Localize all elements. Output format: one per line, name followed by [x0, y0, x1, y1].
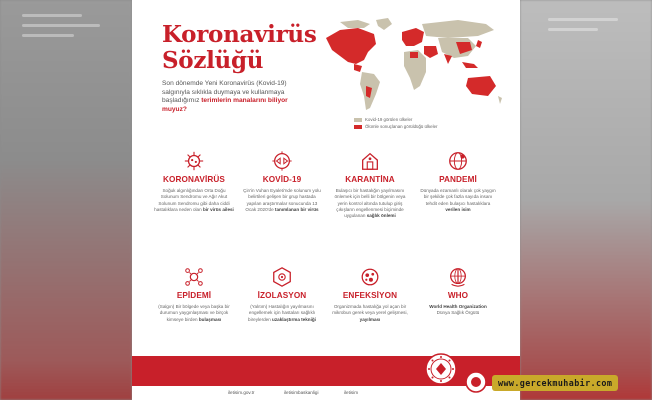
world-map: [318, 16, 510, 116]
spreading-virus-icon: [183, 266, 205, 288]
legend-swatch: [354, 125, 362, 129]
globe-virus-icon: [447, 150, 469, 172]
watermark-label: www.gercekmuhabir.com: [492, 375, 618, 391]
intro-emphasis: terimlerin manalarını biliyor muyuz?: [162, 97, 288, 113]
map-greenland-canada: [340, 20, 370, 28]
map-russia: [422, 20, 494, 38]
infection-icon: [359, 266, 381, 288]
term-pandemi: [414, 150, 502, 213]
term-enfeksiyon: [326, 266, 414, 323]
map-australia: [466, 76, 496, 96]
map-north-africa: [410, 52, 418, 58]
term-name: İZOLASYON: [257, 291, 307, 300]
map-new-zealand: [498, 96, 502, 104]
map-north-america: [326, 28, 376, 64]
term-who: [414, 266, 502, 317]
ministry-emblem-logo: [424, 352, 458, 386]
background-blur-line: [22, 34, 74, 37]
term-name: KARANTİNA: [345, 175, 395, 184]
page-title: [162, 22, 317, 74]
background-blur-line: [548, 28, 598, 31]
term-description: Bulaşıcı bir hastalığın yayılmasını önlemek için belli bir bölgenin veya yerin kontrol altında tutulup giriş çıkışların engellenmesi biçiminde uygulanan sağlık önlemi: [334, 188, 406, 219]
background-blur-line: [22, 14, 82, 17]
map-southeast-asia: [462, 62, 478, 68]
term-description: Organizmada hastalığa yol açan bir mikrobun gerek veya yerel gelişmesi, yayılması: [332, 304, 408, 322]
map-greenland: [376, 18, 392, 30]
footer-site-link[interactable]: iletisim.gov.tr: [228, 390, 255, 395]
term-name: WHO: [447, 291, 469, 300]
house-shield-icon: [359, 150, 381, 172]
term-izolasyon: [238, 266, 326, 323]
term-description: (Yalıtım) Hastalığın yayılmasını engellemek için hastaları sağlıklı bireylerden uzaklaştırma tekniği: [248, 304, 316, 322]
term-name: KORONAVİRÜS: [163, 175, 225, 184]
bottom-color-band: [132, 356, 520, 386]
background-blur-line: [22, 24, 100, 27]
virus-code-icon: [271, 150, 293, 172]
intro-body: Son dönemde Yeni Koronavirüs (Kovid-19) salgınıyla sıklıkla duymaya ve kullanmaya başladığımız: [162, 80, 287, 105]
legend-label: Kovid-19 görülen ülkeler: [365, 117, 413, 122]
term-epidemi: [150, 266, 238, 323]
legend-swatch: [354, 118, 362, 122]
term-name: ENFEKSİYON: [342, 291, 398, 300]
map-japan: [476, 40, 482, 48]
title-line-1: Koronavirüs: [162, 21, 317, 48]
footer-bar: [132, 386, 520, 400]
term-koronavirus: [150, 150, 238, 213]
watermark-logo-icon: [464, 370, 488, 394]
term-karantina: [326, 150, 414, 219]
map-central-america: [354, 64, 362, 72]
legend-label: Ölümle sonuçlanan görüldüğü ülkeler: [365, 124, 438, 129]
background-blur-line: [548, 18, 618, 21]
footer-social-handle-2[interactable]: iletisim: [344, 390, 359, 395]
term-name: KOVİD-19: [262, 175, 302, 184]
map-europe: [402, 28, 424, 46]
term-description: (Salgın) Bir bölgede veya başka bir durumun yaygınlaşması ve birçok kimseye birden bulaşması: [158, 304, 230, 322]
infographic-card: [132, 0, 520, 400]
term-description: Dünyada ezamanlı olarak çok yaygın bir şekilde çok fazla sayıda insanı tehdit eden bulaşıcı hastalıklara verilen isim: [420, 188, 496, 212]
intro-text: [162, 80, 312, 114]
term-name: EPİDEMİ: [176, 291, 212, 300]
term-description: Soğuk algınlığından Orta Doğu Solunum Sendromu ve Ağır Akut Solunum Sendromu gibi daha ciddi hastalıklara neden olan bir virüs ailesi: [154, 188, 234, 212]
title-line-2: Sözlüğü: [162, 47, 264, 74]
virus-icon: [183, 150, 205, 172]
legend-item: [354, 123, 438, 130]
term-description: World Health Organization Dünya Sağlık Örgütü: [429, 304, 487, 316]
map-legend: [354, 116, 438, 130]
term-name: PANDEMİ: [439, 175, 477, 184]
term-kovid-19: [238, 150, 326, 213]
map-middle-east: [424, 46, 438, 58]
background-blur-left: [0, 0, 132, 400]
isolation-icon: [271, 266, 293, 288]
legend-item: [354, 116, 438, 123]
term-description: Çin'in Vuhan Eyaleti'nde solunum yolu belirtileri gelişen bir grup hastada yapılan araştırmalar sonucunda 13 Ocak 2020'de tanımlanan bir virüs: [243, 188, 321, 212]
footer-social-handle[interactable]: iletisimbaskanligi: [284, 390, 319, 395]
who-logo-icon: [447, 266, 469, 288]
background-blur-right: [520, 0, 652, 400]
